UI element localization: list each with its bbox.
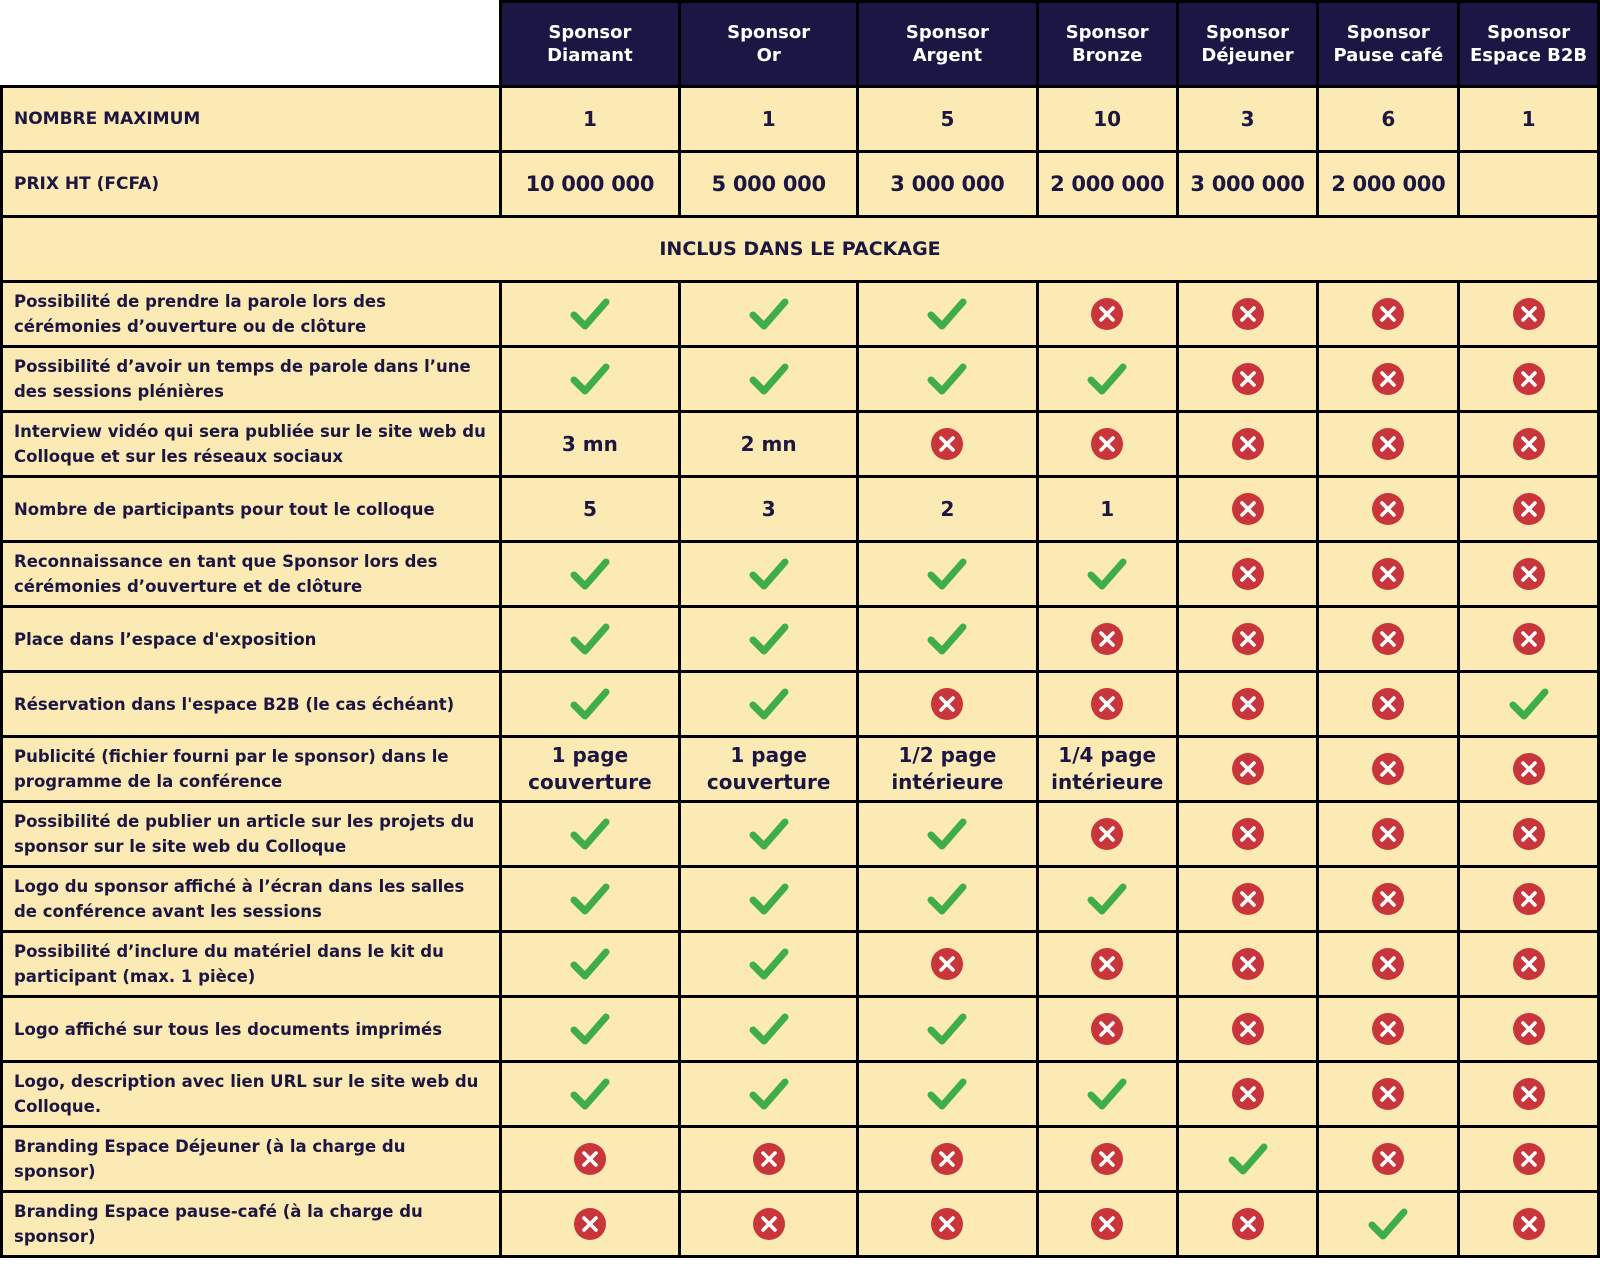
feature-cell	[1459, 672, 1599, 737]
feature-cell	[1177, 347, 1318, 412]
cross-icon	[1512, 1142, 1546, 1176]
cross-icon	[1231, 492, 1265, 526]
feature-cell	[500, 477, 680, 542]
feature-cell	[500, 1127, 680, 1192]
column-header-line1: Sponsor	[548, 22, 632, 43]
feature-cell	[1318, 1127, 1459, 1192]
cross-icon	[930, 1142, 964, 1176]
price-row-value: 3 000 000	[858, 152, 1038, 217]
corner-cell	[2, 2, 501, 87]
feature-cell	[858, 1127, 1038, 1192]
cross-icon	[930, 687, 964, 721]
feature-row	[2, 802, 1599, 867]
feature-cell	[1459, 997, 1599, 1062]
cross-icon	[1371, 427, 1405, 461]
feature-cell	[1459, 737, 1599, 802]
check-icon	[570, 297, 610, 331]
feature-cell	[1037, 412, 1177, 477]
feature-cell	[1318, 932, 1459, 997]
cross-icon	[1231, 947, 1265, 981]
section-title: INCLUS DANS LE PACKAGE	[2, 217, 1599, 282]
feature-label: Logo, description avec lien URL sur le site web du Colloque.	[2, 1062, 501, 1127]
feature-label: Possibilité de prendre la parole lors des cérémonies d’ouverture ou de clôture	[2, 282, 501, 347]
cross-icon	[1090, 817, 1124, 851]
column-header	[1459, 2, 1599, 87]
check-icon	[570, 362, 610, 396]
feature-cell	[680, 542, 858, 607]
check-icon	[749, 297, 789, 331]
column-header	[680, 2, 858, 87]
price-row-value	[1459, 152, 1599, 217]
cross-icon	[1512, 947, 1546, 981]
feature-cell	[858, 347, 1038, 412]
column-header	[1037, 2, 1177, 87]
feature-cell	[1318, 802, 1459, 867]
check-icon	[927, 1012, 967, 1046]
check-icon	[927, 817, 967, 851]
feature-cell	[858, 477, 1038, 542]
feature-cell	[500, 867, 680, 932]
feature-cell	[1459, 347, 1599, 412]
check-icon	[927, 557, 967, 591]
check-icon	[749, 362, 789, 396]
feature-cell-text: 3	[761, 496, 776, 521]
feature-cell	[1177, 542, 1318, 607]
check-icon	[749, 622, 789, 656]
cross-icon	[1371, 622, 1405, 656]
feature-row	[2, 347, 1599, 412]
check-icon	[749, 687, 789, 721]
feature-cell-text: 1 page	[551, 743, 629, 767]
column-header-line1: Sponsor	[1206, 22, 1290, 43]
cross-icon	[1512, 557, 1546, 591]
cross-icon	[1090, 687, 1124, 721]
cross-icon	[930, 947, 964, 981]
feature-cell	[858, 802, 1038, 867]
feature-cell-text-line2: couverture	[706, 770, 831, 794]
feature-cell	[680, 282, 858, 347]
check-icon	[570, 947, 610, 981]
cross-icon	[1371, 947, 1405, 981]
feature-cell	[1177, 607, 1318, 672]
feature-cell	[500, 997, 680, 1062]
feature-cell	[1177, 1062, 1318, 1127]
price-row	[2, 152, 1599, 217]
column-header-line2: Bronze	[1071, 45, 1143, 66]
cross-icon	[1231, 1207, 1265, 1241]
column-header-line1: Sponsor	[1346, 22, 1430, 43]
check-icon	[749, 817, 789, 851]
feature-cell	[1037, 1127, 1177, 1192]
cross-icon	[1512, 1207, 1546, 1241]
feature-cell	[1318, 1062, 1459, 1127]
feature-cell	[1459, 867, 1599, 932]
feature-cell	[858, 412, 1038, 477]
feature-row	[2, 282, 1599, 347]
check-icon	[749, 882, 789, 916]
feature-label: Possibilité d’avoir un temps de parole dans l’une des sessions plénières	[2, 347, 501, 412]
max-count-row-label: NOMBRE MAXIMUM	[2, 87, 501, 152]
feature-cell	[500, 1062, 680, 1127]
cross-icon	[1371, 297, 1405, 331]
feature-cell	[858, 867, 1038, 932]
cross-icon	[1512, 427, 1546, 461]
feature-cell	[1177, 867, 1318, 932]
feature-cell	[1037, 802, 1177, 867]
feature-cell	[1318, 737, 1459, 802]
feature-cell	[1459, 932, 1599, 997]
cross-icon	[1090, 427, 1124, 461]
check-icon	[749, 557, 789, 591]
feature-cell	[500, 347, 680, 412]
feature-cell	[1037, 607, 1177, 672]
cross-icon	[1231, 427, 1265, 461]
price-row-value: 10 000 000	[500, 152, 680, 217]
feature-cell	[1318, 997, 1459, 1062]
check-icon	[927, 882, 967, 916]
cross-icon	[1512, 817, 1546, 851]
header-row	[2, 2, 1599, 87]
column-header-line2: Or	[756, 45, 781, 66]
cross-icon	[1231, 1012, 1265, 1046]
feature-cell	[680, 737, 858, 802]
price-row-value: 2 000 000	[1318, 152, 1459, 217]
cross-icon	[1371, 752, 1405, 786]
feature-cell	[1177, 737, 1318, 802]
feature-cell	[858, 607, 1038, 672]
feature-row	[2, 1062, 1599, 1127]
feature-cell	[680, 347, 858, 412]
check-icon	[749, 1012, 789, 1046]
feature-cell	[1177, 412, 1318, 477]
feature-cell	[680, 412, 858, 477]
feature-cell	[1459, 1192, 1599, 1257]
feature-cell	[1318, 282, 1459, 347]
column-header-line2: Argent	[912, 45, 983, 66]
feature-cell	[1318, 1192, 1459, 1257]
feature-row	[2, 1127, 1599, 1192]
cross-icon	[930, 427, 964, 461]
check-icon	[1368, 1207, 1408, 1241]
feature-cell	[1177, 1192, 1318, 1257]
column-header-line1: Sponsor	[1065, 22, 1149, 43]
feature-cell-text-line2: intérieure	[891, 770, 1004, 794]
price-row-value: 2 000 000	[1037, 152, 1177, 217]
feature-cell	[1037, 542, 1177, 607]
feature-cell	[1459, 607, 1599, 672]
check-icon	[1087, 1077, 1127, 1111]
cross-icon	[1231, 622, 1265, 656]
cross-icon	[1090, 1207, 1124, 1241]
feature-row	[2, 867, 1599, 932]
max-count-row-value: 1	[500, 87, 680, 152]
cross-icon	[573, 1207, 607, 1241]
feature-cell	[1459, 802, 1599, 867]
feature-cell-text: 3 mn	[561, 431, 618, 456]
cross-icon	[1371, 1142, 1405, 1176]
cross-icon	[752, 1142, 786, 1176]
cross-icon	[752, 1207, 786, 1241]
feature-label: Branding Espace Déjeuner (à la charge du sponsor)	[2, 1127, 501, 1192]
feature-cell	[500, 672, 680, 737]
feature-cell	[500, 412, 680, 477]
feature-cell	[1177, 997, 1318, 1062]
feature-cell-text: 5	[582, 496, 597, 521]
feature-cell	[1037, 1062, 1177, 1127]
feature-cell	[1459, 542, 1599, 607]
feature-row	[2, 1192, 1599, 1257]
check-icon	[1228, 1142, 1268, 1176]
max-count-row-value: 1	[680, 87, 858, 152]
feature-cell	[680, 867, 858, 932]
feature-label: Possibilité d’inclure du matériel dans le kit du participant (max. 1 pièce)	[2, 932, 501, 997]
cross-icon	[1371, 557, 1405, 591]
cross-icon	[573, 1142, 607, 1176]
column-header	[500, 2, 680, 87]
price-row-value: 3 000 000	[1177, 152, 1318, 217]
feature-row	[2, 607, 1599, 672]
column-header	[858, 2, 1038, 87]
cross-icon	[1512, 1077, 1546, 1111]
cross-icon	[1231, 752, 1265, 786]
feature-row	[2, 737, 1599, 802]
feature-cell	[1459, 412, 1599, 477]
feature-cell-text: 1/2 page	[898, 743, 997, 767]
feature-cell	[1318, 347, 1459, 412]
price-row-value: 5 000 000	[680, 152, 858, 217]
cross-icon	[1371, 882, 1405, 916]
feature-cell	[1177, 282, 1318, 347]
feature-label: Place dans l’espace d'exposition	[2, 607, 501, 672]
feature-label: Publicité (fichier fourni par le sponsor) dans le programme de la conférence	[2, 737, 501, 802]
column-header-line2: Diamant	[547, 45, 633, 66]
column-header	[1177, 2, 1318, 87]
column-header-line1: Sponsor	[1487, 22, 1571, 43]
feature-cell	[680, 477, 858, 542]
feature-cell	[1177, 932, 1318, 997]
max-count-row	[2, 87, 1599, 152]
cross-icon	[1512, 492, 1546, 526]
feature-cell	[1177, 1127, 1318, 1192]
feature-cell	[500, 607, 680, 672]
feature-cell	[858, 997, 1038, 1062]
feature-row	[2, 997, 1599, 1062]
cross-icon	[1231, 557, 1265, 591]
feature-row	[2, 672, 1599, 737]
feature-cell	[1459, 1127, 1599, 1192]
feature-label: Logo affiché sur tous les documents imprimés	[2, 997, 501, 1062]
cross-icon	[1231, 297, 1265, 331]
feature-cell-text-line2: couverture	[528, 770, 652, 794]
feature-cell	[500, 932, 680, 997]
feature-cell-text-line2: intérieure	[1051, 770, 1164, 794]
feature-cell-text: 2 mn	[740, 431, 797, 456]
feature-cell	[1037, 997, 1177, 1062]
feature-cell	[1037, 282, 1177, 347]
check-icon	[570, 817, 610, 851]
cross-icon	[930, 1207, 964, 1241]
cross-icon	[1231, 817, 1265, 851]
feature-row	[2, 477, 1599, 542]
cross-icon	[1090, 947, 1124, 981]
check-icon	[927, 362, 967, 396]
feature-cell	[1318, 672, 1459, 737]
column-header	[1318, 2, 1459, 87]
check-icon	[927, 1077, 967, 1111]
cross-icon	[1231, 1077, 1265, 1111]
cross-icon	[1371, 1012, 1405, 1046]
check-icon	[570, 1012, 610, 1046]
feature-cell	[1318, 542, 1459, 607]
cross-icon	[1090, 297, 1124, 331]
feature-cell	[858, 737, 1038, 802]
feature-label: Nombre de participants pour tout le colloque	[2, 477, 501, 542]
cross-icon	[1371, 1077, 1405, 1111]
feature-cell	[1037, 672, 1177, 737]
feature-cell	[500, 1192, 680, 1257]
cross-icon	[1512, 752, 1546, 786]
feature-row	[2, 932, 1599, 997]
feature-cell	[1177, 802, 1318, 867]
feature-cell	[1037, 932, 1177, 997]
check-icon	[570, 622, 610, 656]
cross-icon	[1371, 362, 1405, 396]
cross-icon	[1512, 297, 1546, 331]
feature-cell	[680, 802, 858, 867]
feature-label: Logo du sponsor affiché à l’écran dans les salles de conférence avant les sessions	[2, 867, 501, 932]
cross-icon	[1371, 492, 1405, 526]
cross-icon	[1231, 362, 1265, 396]
feature-cell	[1318, 867, 1459, 932]
feature-cell	[858, 542, 1038, 607]
feature-cell	[680, 672, 858, 737]
cross-icon	[1371, 817, 1405, 851]
feature-cell	[680, 1127, 858, 1192]
feature-label: Réservation dans l'espace B2B (le cas échéant)	[2, 672, 501, 737]
feature-cell	[500, 542, 680, 607]
feature-cell	[858, 672, 1038, 737]
max-count-row-value: 10	[1037, 87, 1177, 152]
feature-cell	[1459, 1062, 1599, 1127]
cross-icon	[1231, 687, 1265, 721]
cross-icon	[1090, 622, 1124, 656]
feature-cell	[1318, 607, 1459, 672]
cross-icon	[1512, 1012, 1546, 1046]
cross-icon	[1090, 1012, 1124, 1046]
check-icon	[1087, 882, 1127, 916]
feature-label: Reconnaissance en tant que Sponsor lors des cérémonies d’ouverture et de clôture	[2, 542, 501, 607]
check-icon	[570, 687, 610, 721]
feature-cell	[1318, 477, 1459, 542]
feature-cell-text: 1 page	[730, 743, 807, 767]
feature-cell	[1459, 282, 1599, 347]
cross-icon	[1090, 1142, 1124, 1176]
feature-cell	[680, 932, 858, 997]
check-icon	[570, 882, 610, 916]
cross-icon	[1231, 882, 1265, 916]
feature-cell	[858, 1062, 1038, 1127]
feature-cell	[680, 997, 858, 1062]
feature-label: Branding Espace pause-café (à la charge du sponsor)	[2, 1192, 501, 1257]
check-icon	[927, 297, 967, 331]
section-row	[2, 217, 1599, 282]
feature-cell	[500, 282, 680, 347]
feature-cell	[500, 737, 680, 802]
check-icon	[749, 947, 789, 981]
feature-label: Interview vidéo qui sera publiée sur le site web du Colloque et sur les réseaux sociaux	[2, 412, 501, 477]
feature-cell	[1037, 477, 1177, 542]
max-count-row-value: 6	[1318, 87, 1459, 152]
check-icon	[570, 557, 610, 591]
feature-cell	[1037, 867, 1177, 932]
feature-cell	[500, 802, 680, 867]
feature-cell	[1177, 477, 1318, 542]
cross-icon	[1371, 687, 1405, 721]
cross-icon	[1512, 882, 1546, 916]
max-count-row-value: 3	[1177, 87, 1318, 152]
column-header-line2: Espace B2B	[1470, 45, 1588, 66]
max-count-row-value: 1	[1459, 87, 1599, 152]
feature-cell-text: 2	[940, 496, 955, 521]
feature-cell	[1037, 737, 1177, 802]
feature-cell	[1037, 347, 1177, 412]
feature-cell	[680, 1062, 858, 1127]
feature-cell	[1459, 477, 1599, 542]
feature-row	[2, 542, 1599, 607]
check-icon	[570, 1077, 610, 1111]
column-header-line2: Pause café	[1333, 45, 1444, 66]
max-count-row-value: 5	[858, 87, 1038, 152]
check-icon	[1087, 557, 1127, 591]
feature-cell-text: 1/4 page	[1058, 743, 1157, 767]
check-icon	[927, 622, 967, 656]
feature-cell	[858, 932, 1038, 997]
column-header-line2: Déjeuner	[1201, 45, 1294, 66]
feature-cell	[858, 1192, 1038, 1257]
feature-cell	[1177, 672, 1318, 737]
cross-icon	[1512, 362, 1546, 396]
price-row-label: PRIX HT (FCFA)	[2, 152, 501, 217]
column-header-line1: Sponsor	[727, 22, 811, 43]
feature-row	[2, 412, 1599, 477]
feature-cell	[1318, 412, 1459, 477]
feature-cell	[680, 1192, 858, 1257]
check-icon	[1509, 687, 1549, 721]
cross-icon	[1512, 622, 1546, 656]
feature-cell	[1037, 1192, 1177, 1257]
check-icon	[1087, 362, 1127, 396]
check-icon	[749, 1077, 789, 1111]
feature-cell	[680, 607, 858, 672]
feature-cell	[858, 282, 1038, 347]
feature-label: Possibilité de publier un article sur les projets du sponsor sur le site web du Colloque	[2, 802, 501, 867]
column-header-line1: Sponsor	[905, 22, 989, 43]
feature-cell-text: 1	[1100, 496, 1115, 521]
